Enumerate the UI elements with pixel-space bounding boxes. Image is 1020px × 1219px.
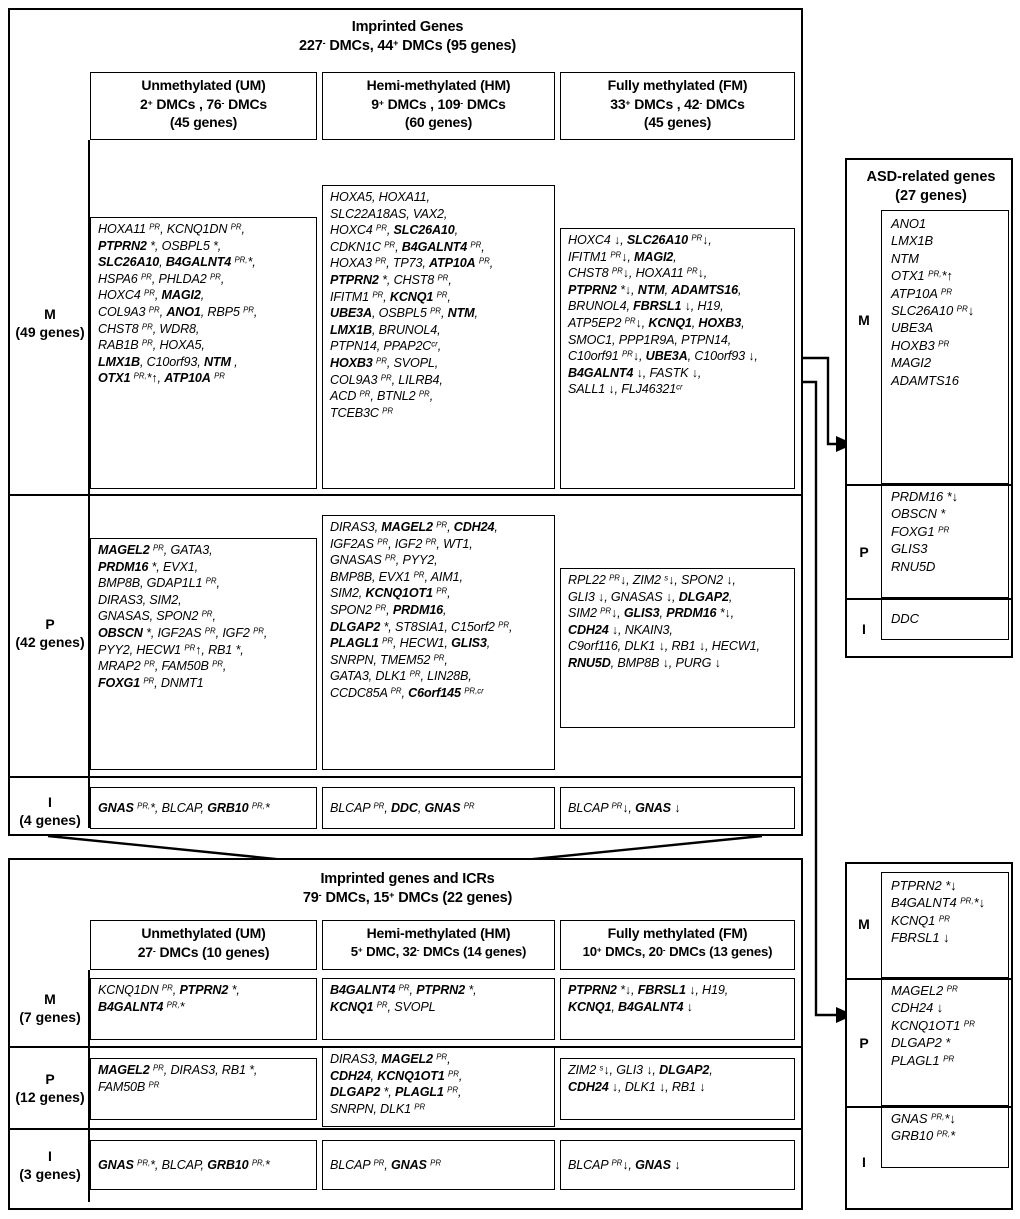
cell-p-um-text: MAGEL2 $^{PR}$, GATA3, PRDM16 *, EVX1, BMP8B, GDAP1L1 $^{PR}$, DIRAS3, SIM2, GNASAS, SPON2 $^{PR}$, OBSCN *, IGF2AS $^{PR}$, IGF2 $^{PR}$, PYY2, HECW1 $^{PR}$↑, RB1 *, MRAP2 $^{PR}$, FAM50B $^{PR}$, FOXG1 $^{PR}$, DNMT1 xyxy=(98,543,268,690)
asd-cell-m xyxy=(881,210,1009,484)
b-row-label-i-count: (3 genes) xyxy=(19,1166,81,1182)
hm-head-line3: (60 genes) xyxy=(404,114,473,130)
asd-row-label-m: M xyxy=(858,312,870,328)
cell-m-hm-text: HOXA5, HOXA11, SLC22A18AS, VAX2, HOXC4 $^{PR}$, SLC26A10, CDKN1C $^{PR}$, B4GALNT4 $^{PR}$, HOXA3 $^{PR}$, TP73, ATP10A $^{PR}$, PTPRN2 *, CHST8 $^{PR}$, IFITM1 $^{PR}$, KCNQ1 $^{PR}$, UBE3A, OSBPL5 $^{PR}$, NTM, LMX1B, BRUNOL4, PTPN14, $PPAP2C^{cr}$, HOXB3 $^{PR}$, SVOPL, COL9A3 $^{PR}$, LILRB4, ACD $^{PR}$, BTNL2 $^{PR}$, TCEB3C $^{PR}$ xyxy=(330,190,494,420)
b-cell-m-fm-text: PTPRN2 *↓, FBRSL1 ↓, H19, KCNQ1, B4GALNT4 ↓ xyxy=(568,983,729,1014)
row-label-i-letter: I xyxy=(48,794,52,810)
b-cell-p-um xyxy=(90,1058,317,1120)
asd-row-label-i: I xyxy=(862,621,866,637)
imprinted-genes-panel xyxy=(8,8,803,836)
b-cell-m-um-text: KCNQ1DN $^{PR}$, PTPRN2 *, B4GALNT4 $^{PR,}$* xyxy=(98,983,240,1014)
um-head-line1: Unmethylated (UM) xyxy=(141,77,266,93)
b-hm-head-line1: Hemi-methylated (HM) xyxy=(366,925,511,941)
asd-cell-p xyxy=(881,484,1009,598)
b-cell-p-hm-text: DIRAS3, MAGEL2 $^{PR}$, CDH24, KCNQ1OT1 $^{PR}$, DLGAP2 *, PLAGL1 $^{PR}$, SNRPN, DLK1 $^{PR}$ xyxy=(330,1052,463,1116)
b-row-label-p xyxy=(12,1065,88,1111)
cell-i-fm-text: BLCAP $^{PR}$↓, GNAS ↓ xyxy=(568,800,681,815)
cell-m-fm-text: HOXC4 ↓, SLC26A10 $^{PR}$↓, IFITM1 $^{PR}$↓, MAGI2, CHST8 $^{PR}$↓, HOXA11 $^{PR}$↓, PTPRN2 *↓, NTM, ADAMTS16, BRUNOL4, FBRSL1 ↓, H19, ATP5EP2 $^{PR}$↓, KCNQ1, HOXB3, SMOC1, PPP1R9A, PTPN14, C10orf91 $^{PR}$↓, UBE3A, C10orf93 ↓, B4GALNT4 ↓, FASTK ↓, SALL1 ↓, $FLJ46321^{cr}$ xyxy=(568,233,758,397)
row-label-m-letter: M xyxy=(44,306,56,322)
b-cell-p-fm-text: ZIM2 $^s$↓, GLI3 ↓, DLGAP2, CDH24 ↓, DLK1 ↓, RB1 ↓ xyxy=(568,1063,713,1094)
cell-i-hm-text: BLCAP $^{PR}$, DDC, GNAS $^{PR}$ xyxy=(330,800,475,815)
cell-m-um-text: HOXA11 $^{PR}$, KCNQ1DN $^{PR}$, PTPRN2 *, OSBPL5 *, SLC26A10, B4GALNT4 $^{PR,}$*, HSPA6 $^{PR}$, PHLDA2 $^{PR}$, HOXC4 $^{PR}$, MAGI2, COL9A3 $^{PR}$, ANO1, RBP5 $^{PR}$, CHST8 $^{PR}$, WDR8, RAB1B $^{PR}$, HOXA5, LMX1B, C10orf93, NTM , OTX1 $^{PR,}$*↑, ATP10A $^{PR}$ xyxy=(98,222,258,386)
asd2-divider-m-p xyxy=(847,978,1013,980)
asd-title-line1: ASD-related genes xyxy=(866,169,996,185)
row-divider-p-i xyxy=(10,776,803,778)
b-row-label-i xyxy=(12,1143,88,1187)
b-row-label-i-letter: I xyxy=(48,1148,52,1164)
asd2-cell-p xyxy=(881,978,1009,1106)
top-panel-title-line2: 227- DMCs, 44+ DMCs (95 genes) xyxy=(298,38,516,54)
b-row-label-p-count: (12 genes) xyxy=(15,1089,85,1105)
b-cell-p-hm xyxy=(322,1047,555,1127)
b-cell-m-hm xyxy=(322,978,555,1040)
top-panel-title-line1: Imprinted Genes xyxy=(351,19,464,35)
cell-i-um xyxy=(90,787,317,829)
column-header-hm xyxy=(322,72,555,140)
column-header-um xyxy=(90,72,317,140)
asd-cell-m-text: ANO1 LMX1B NTM OTX1 $^{PR,}$*↑ ATP10A $^{PR}$ SLC26A10 $^{PR}$↓ UBE3A HOXB3 $^{PR}$ MAGI2 ADAMTS16 xyxy=(891,216,975,388)
asd-row-label-p: P xyxy=(859,544,869,560)
asd-related-genes-panel-bottom xyxy=(845,862,1013,1210)
cell-m-fm xyxy=(560,228,795,489)
asd2-row-label-m: M xyxy=(858,916,870,932)
cell-i-hm xyxy=(322,787,555,829)
row-label-i-count: (4 genes) xyxy=(19,812,81,828)
b-row-divider-p-i xyxy=(10,1128,803,1130)
b-cell-m-fm xyxy=(560,978,795,1040)
cell-m-um xyxy=(90,217,317,489)
row-divider-m-p xyxy=(10,494,803,496)
asd2-cell-m-text: PTPRN2 *↓ B4GALNT4 $^{PR,}$*↓ KCNQ1 $^{PR}$ FBRSL1 ↓ xyxy=(891,878,985,946)
top-panel-title xyxy=(10,18,805,56)
row-label-i xyxy=(12,790,88,832)
b-cell-i-um xyxy=(90,1140,317,1190)
b-row-label-m-letter: M xyxy=(44,991,56,1007)
b-cell-i-fm-text: BLCAP $^{PR}$↓, GNAS ↓ xyxy=(568,1157,681,1172)
bottom-panel-title-line2: 79- DMCs, 15+ DMCs (22 genes) xyxy=(302,890,513,906)
b-um-head-line1: Unmethylated (UM) xyxy=(141,925,266,941)
b-cell-m-um xyxy=(90,978,317,1040)
imprinted-genes-icrs-panel xyxy=(8,858,803,1210)
b-column-header-um xyxy=(90,920,317,970)
b-cell-i-fm xyxy=(560,1140,795,1190)
asd2-row-label-i: I xyxy=(862,1154,866,1170)
b-cell-p-fm xyxy=(560,1058,795,1120)
asd2-divider-p-i xyxy=(847,1106,1013,1108)
um-head-line2: 2+ DMCs , 76- DMCs xyxy=(140,95,267,112)
asd-divider-m-p xyxy=(847,484,1013,486)
row-label-m-count: (49 genes) xyxy=(15,324,85,340)
b-column-header-fm xyxy=(560,920,795,970)
asd-related-genes-panel xyxy=(845,158,1013,658)
row-label-p-count: (42 genes) xyxy=(15,634,85,650)
cell-p-hm xyxy=(322,515,555,770)
cell-p-hm-text: DIRAS3, MAGEL2 $^{PR}$, CDH24, IGF2AS $^{PR}$, IGF2 $^{PR}$, WT1, GNASAS $^{PR}$, PYY2, BMP8B, EVX1 $^{PR}$, AIM1, SIM2, KCNQ1OT1 $^{PR}$, SPON2 $^{PR}$, PRDM16, DLGAP2 *, ST8SIA1, C15orf2 $^{PR}$, PLAGL1 $^{PR}$, HECW1, GLIS3, SNRPN, TMEM52 $^{PR}$, GATA3, DLK1 $^{PR}$, LIN28B, CCDC85A $^{PR}$, C6orf145 $^{PR,cr}$ xyxy=(330,520,513,700)
b-fm-head-line1: Fully methylated (FM) xyxy=(607,925,748,941)
asd2-cell-i xyxy=(881,1106,1009,1168)
bottom-panel-title-line1: Imprinted genes and ICRs xyxy=(320,871,495,887)
b-row-label-p-letter: P xyxy=(45,1071,55,1087)
fm-head-line1: Fully methylated (FM) xyxy=(607,77,748,93)
cell-p-fm xyxy=(560,568,795,728)
asd-divider-p-i xyxy=(847,598,1013,600)
asd-title-line2: (27 genes) xyxy=(895,188,967,204)
asd2-cell-m xyxy=(881,872,1009,978)
cell-i-um-text: GNAS $^{PR,}$*, BLCAP, GRB10 $^{PR,}$* xyxy=(98,800,270,815)
b-cell-i-hm xyxy=(322,1140,555,1190)
bottom-panel-title xyxy=(10,870,805,908)
cell-p-um xyxy=(90,538,317,770)
fm-head-line2: 33+ DMCs , 42- DMCs xyxy=(610,95,745,112)
asd-cell-i xyxy=(881,598,1009,640)
row-label-p xyxy=(12,610,88,656)
b-row-label-m xyxy=(12,985,88,1031)
asd2-row-label-p: P xyxy=(859,1035,869,1051)
asd2-cell-p-text: MAGEL2 $^{PR}$ CDH24 ↓ KCNQ1OT1 $^{PR}$ DLGAP2 * PLAGL1 $^{PR}$ xyxy=(891,983,975,1068)
asd-cell-i-text: DDC xyxy=(891,610,919,626)
row-label-m xyxy=(12,300,88,346)
hm-head-line1: Hemi-methylated (HM) xyxy=(366,77,511,93)
asd2-cell-i-text: GNAS $^{PR,}$*↓ GRB10 $^{PR,}$* xyxy=(891,1111,956,1144)
b-cell-i-um-text: GNAS $^{PR,}$*, BLCAP, GRB10 $^{PR,}$* xyxy=(98,1157,270,1172)
b-cell-p-um-text: MAGEL2 $^{PR}$, DIRAS3, RB1 *, FAM50B $^{PR}$ xyxy=(98,1063,258,1094)
asd-panel-title xyxy=(847,168,1015,206)
b-row-label-m-count: (7 genes) xyxy=(19,1009,81,1025)
row-label-p-letter: P xyxy=(45,616,55,632)
um-head-line3: (45 genes) xyxy=(169,114,238,130)
b-cell-m-hm-text: B4GALNT4 $^{PR}$, PTPRN2 *, KCNQ1 $^{PR}$, SVOPL xyxy=(330,983,477,1014)
asd-cell-p-text: PRDM16 *↓ OBSCN * FOXG1 $^{PR}$ GLIS3 RNU5D xyxy=(891,489,959,574)
cell-m-hm xyxy=(322,185,555,489)
fm-head-line3: (45 genes) xyxy=(643,114,712,130)
hm-head-line2: 9+ DMCs , 109- DMCs xyxy=(371,95,506,112)
cell-i-fm xyxy=(560,787,795,829)
b-um-head-line2: 27- DMCs (10 genes) xyxy=(137,943,270,960)
b-hm-head-line2: 5+ DMC, 32- DMCs (14 genes) xyxy=(350,943,527,959)
b-cell-i-hm-text: BLCAP $^{PR}$, GNAS $^{PR}$ xyxy=(330,1157,441,1172)
cell-p-fm-text: RPL22 $^{PR}$↓, ZIM2 $^s$↓, SPON2 ↓, GLI3 ↓, GNASAS ↓, DLGAP2, SIM2 $^{PR}$↓, GLIS3, PRDM16 *↓, CDH24 ↓, NKAIN3, C9orf116, DLK1 ↓, RB1 ↓, HECW1, RNU5D, BMP8B ↓, PURG ↓ xyxy=(568,573,760,670)
column-header-fm xyxy=(560,72,795,140)
b-column-header-hm xyxy=(322,920,555,970)
b-fm-head-line2: 10+ DMCs, 20- DMCs (13 genes) xyxy=(582,943,773,959)
